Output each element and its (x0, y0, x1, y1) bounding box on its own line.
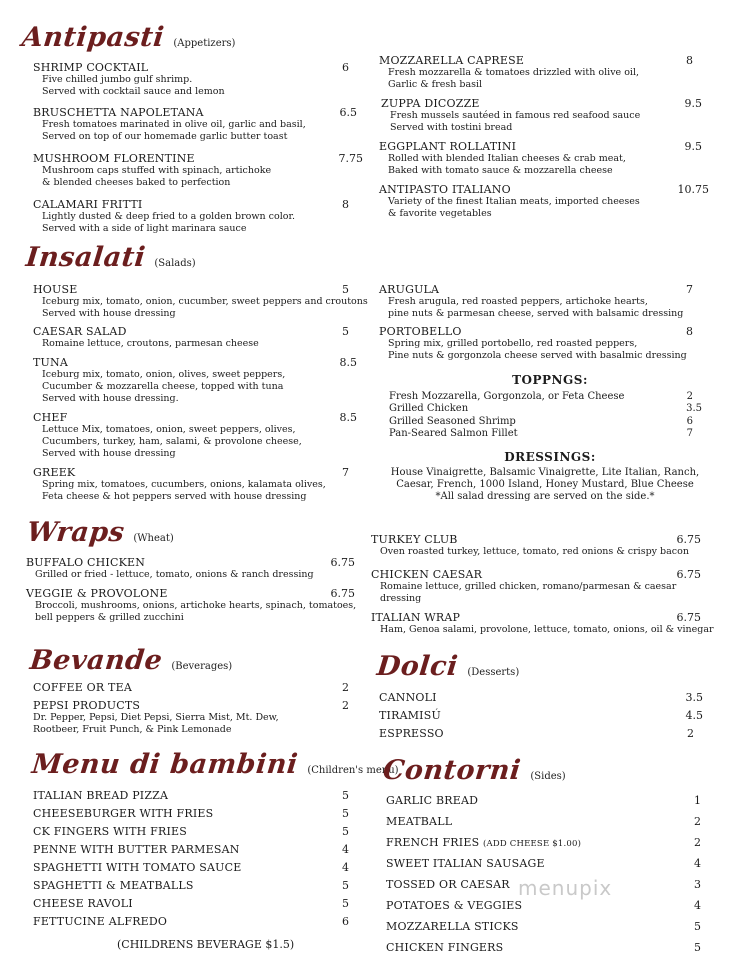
menu-item (33, 861, 349, 874)
item-price: 8.5 (339, 411, 357, 424)
item-price: 6.75 (676, 611, 701, 624)
dressing-note: *All salad dressing are served on the side.* (435, 491, 655, 502)
wraps-subtitle: (Wheat) (133, 533, 175, 544)
item-price: 6.75 (676, 533, 701, 546)
item-price: 4 (694, 857, 701, 870)
menu-item (381, 97, 702, 134)
wraps-title: Wraps (25, 517, 127, 548)
item-name: CALAMARI FRITTI (33, 198, 143, 211)
item-desc: Romaine lettuce, croutons, parmesan cheese (42, 338, 259, 349)
item-desc: Mushroom caps stuffed with spinach, artichoke (42, 165, 272, 176)
topping-name: Pan-Seared Salmon Fillet (389, 428, 518, 439)
toppings-title: TOPPNGS: (512, 373, 588, 387)
menu-item (371, 611, 714, 636)
item-name: ARUGULA (379, 283, 440, 296)
item-price: 7.75 (338, 152, 363, 165)
item-desc: & favorite vegetables (388, 208, 492, 219)
dolci-subtitle: (Desserts) (467, 667, 520, 678)
menu-item (379, 54, 693, 91)
item-price: 4 (342, 861, 349, 874)
item-price: 2 (694, 815, 701, 828)
topping-price: 3.5 (686, 403, 702, 414)
item-name: FETTUCINE ALFREDO (33, 915, 168, 928)
item-name: BUFFALO CHICKEN (26, 556, 146, 569)
menu-item (386, 899, 701, 912)
menu-item (33, 825, 349, 838)
menu-item (33, 843, 349, 856)
antipasti-title: Antipasti (20, 22, 166, 53)
menu-item (386, 836, 701, 849)
item-name: ITALIAN WRAP (371, 611, 461, 624)
item-desc: Rootbeer, Fruit Punch, & Pink Lemonade (33, 724, 232, 735)
menu-item (33, 897, 349, 910)
item-name: PENNE WITH BUTTER PARMESAN (33, 843, 240, 856)
topping-price: 6 (686, 416, 693, 427)
dressings-title: DRESSINGS: (504, 450, 596, 464)
menu-item (371, 568, 701, 605)
menu-item (33, 681, 349, 694)
topping-name: Grilled Chicken (389, 403, 469, 414)
item-price: 8 (686, 325, 693, 338)
item-desc: Variety of the finest Italian meats, imported cheeses (388, 196, 640, 207)
wraps-heading (25, 517, 176, 548)
menu-item (379, 140, 702, 177)
item-price: 5 (342, 825, 349, 838)
topping-price: 7 (686, 428, 693, 439)
item-price: 9.5 (684, 140, 702, 153)
item-desc: Lightly dusted & deep fried to a golden brown color. (42, 211, 295, 222)
item-desc: Served with tostini bread (390, 122, 513, 133)
item-name: GREEK (33, 466, 76, 479)
item-desc: Garlic & fresh basil (388, 79, 483, 90)
dressing-line: House Vinaigrette, Balsamic Vinaigrette, Lite Italian, Ranch, (390, 467, 700, 478)
item-name: CAESAR SALAD (33, 325, 127, 338)
menu-item (33, 807, 349, 820)
menu-item (386, 794, 701, 807)
item-desc: Rolled with blended Italian cheeses & crab meat, (388, 153, 626, 164)
item-name: SPAGHETTI & MEATBALLS (33, 879, 194, 892)
contorni-subtitle: (Sides) (530, 771, 566, 782)
item-desc: & blended cheeses baked to perfection (42, 177, 231, 188)
item-desc: Romaine lettuce, grilled chicken, romano/parmesan & caesar (380, 581, 677, 592)
dolci-heading (375, 651, 521, 682)
item-price: 2 (342, 699, 349, 712)
item-price: 6.75 (330, 556, 355, 569)
contorni-title: Contorni (381, 755, 523, 786)
item-name: MOZZARELLA CAPRESE (379, 54, 525, 67)
item-desc: Served on top of our homemade garlic butter toast (42, 131, 288, 142)
item-name: CK FINGERS WITH FRIES (33, 825, 187, 838)
item-name: TURKEY CLUB (371, 533, 458, 546)
insalati-title: Insalati (24, 242, 148, 273)
item-desc: Oven roasted turkey, lettuce, tomato, red onions & crispy bacon (380, 546, 689, 557)
item-name: EGGPLANT ROLLATINI (379, 140, 517, 153)
item-price: 2 (687, 727, 694, 740)
item-name: BRUSCHETTA NAPOLETANA (33, 106, 204, 119)
dressings-list (380, 467, 710, 503)
item-name: PORTOBELLO (379, 325, 462, 338)
item-desc: Iceburg mix, tomato, onion, cucumber, sweet peppers and croutons (42, 296, 368, 307)
menu-item (379, 691, 703, 704)
bambini-subtitle: (Children's menu) (307, 765, 399, 776)
item-desc: Grilled or fried - lettuce, tomato, onions & ranch dressing (35, 569, 314, 580)
menupix-watermark: menupix (518, 876, 613, 900)
item-name: VEGGIE & PROVOLONE (26, 587, 168, 600)
menu-item (386, 941, 701, 954)
antipasti-heading (20, 22, 237, 53)
item-name: PEPSI PRODUCTS (33, 699, 141, 712)
bambini-title: Menu di bambini (30, 749, 300, 780)
item-desc: Dr. Pepper, Pepsi, Diet Pepsi, Sierra Mist, Mt. Dew, (33, 712, 279, 723)
dolci-title: Dolci (375, 651, 460, 682)
item-price: 6.75 (330, 587, 355, 600)
item-name: TUNA (33, 356, 68, 369)
menu-item (33, 411, 357, 460)
item-price: 5 (694, 941, 701, 954)
item-price: 8 (342, 198, 349, 211)
menu-item (33, 789, 349, 802)
item-price: 6 (342, 915, 349, 928)
item-desc: Fresh arugula, red roasted peppers, artichoke hearts, (388, 296, 648, 307)
menu-item (379, 283, 693, 320)
menu-item (26, 556, 355, 581)
item-price: 10.75 (677, 183, 709, 196)
item-name: COFFEE OR TEA (33, 681, 132, 694)
childrens-beverage-note: (CHILDRENS BEVERAGE $1.5) (117, 938, 295, 951)
item-price: 5 (342, 897, 349, 910)
item-price: 2 (694, 836, 701, 849)
item-desc: Five chilled jumbo gulf shrimp. (42, 74, 193, 85)
item-name: TIRAMISÚ (379, 709, 441, 722)
item-price: 5 (694, 920, 701, 933)
topping-price: 2 (686, 391, 693, 402)
insalati-subtitle: (Salads) (154, 258, 197, 269)
item-price: 7 (686, 283, 693, 296)
item-name: SWEET ITALIAN SAUSAGE (386, 857, 545, 870)
menu-item (386, 920, 701, 933)
menu-item (33, 915, 349, 928)
item-name: MUSHROOM FLORENTINE (33, 152, 195, 165)
item-name: MEATBALL (386, 815, 453, 828)
item-desc: Spring mix, tomatoes, cucumbers, onions, kalamata olives, (42, 479, 326, 490)
menu-item (386, 857, 701, 870)
menu-item (33, 106, 357, 143)
item-desc: Served with house dressing (42, 448, 176, 459)
item-price: 4.5 (685, 709, 703, 722)
menu-item (386, 815, 701, 828)
menu-item (33, 879, 349, 892)
item-desc: Ham, Genoa salami, provolone, lettuce, tomato, onions, oil & vinegar (380, 624, 714, 635)
item-price: 8 (686, 54, 693, 67)
item-price: 6.75 (676, 568, 701, 581)
menu-item (33, 699, 349, 736)
menu-item (379, 183, 709, 220)
item-price: 5 (342, 879, 349, 892)
item-desc: Lettuce Mix, tomatoes, onion, sweet peppers, olives, (42, 424, 296, 435)
menu-item (33, 198, 349, 235)
menu-item (33, 61, 349, 98)
menu-item (33, 356, 357, 405)
item-name: ITALIAN BREAD PIZZA (33, 789, 169, 802)
item-name: CHICKEN CAESAR (371, 568, 483, 581)
dressing-line: Caesar, French, 1000 Island, Honey Mustard, Blue Cheese (396, 479, 694, 490)
menu-item (33, 283, 368, 320)
menu-item (33, 325, 349, 350)
item-desc: Feta cheese & hot peppers served with house dressing (42, 491, 307, 502)
menu-item (26, 587, 355, 624)
antipasti-subtitle: (Appetizers) (173, 38, 236, 49)
item-name: ANTIPASTO ITALIANO (379, 183, 511, 196)
menu-item (371, 533, 701, 558)
item-price: 5 (342, 807, 349, 820)
item-name: ESPRESSO (379, 727, 444, 740)
item-name: CHICKEN FINGERS (386, 941, 504, 954)
item-name: GARLIC BREAD (386, 794, 479, 807)
item-price: 5 (342, 789, 349, 802)
item-price: 1 (694, 794, 701, 807)
item-desc: Served with cocktail sauce and lemon (42, 86, 225, 97)
item-price: 6.5 (339, 106, 357, 119)
item-name: CHEESEBURGER WITH FRIES (33, 807, 214, 820)
item-price: 4 (694, 899, 701, 912)
item-name: HOUSE (33, 283, 78, 296)
item-price: 3.5 (685, 691, 703, 704)
contorni-heading (381, 755, 567, 786)
item-price: 5 (342, 283, 349, 296)
item-name: CHEESE RAVOLI (33, 897, 133, 910)
item-extra: (ADD CHEESE $1.00) (483, 839, 582, 849)
bambini-heading (30, 749, 400, 780)
menu-item (379, 325, 693, 362)
item-desc: Broccoli, mushrooms, onions, artichoke hearts, spinach, tomatoes, (35, 600, 357, 611)
item-name: SPAGHETTI WITH TOMATO SAUCE (33, 861, 242, 874)
menu-item (33, 466, 349, 503)
bevande-title: Bevande (28, 645, 165, 676)
item-desc: bell peppers & grilled zucchini (35, 612, 184, 623)
item-price: 6 (342, 61, 349, 74)
bevande-subtitle: (Beverages) (171, 661, 233, 672)
item-name: MOZZARELLA STICKS (386, 920, 519, 933)
item-desc: Fresh mussels sautéed in famous red seafood sauce (390, 110, 641, 121)
item-price: 3 (694, 878, 701, 891)
item-price: 2 (342, 681, 349, 694)
item-price: 4 (342, 843, 349, 856)
item-name: ZUPPA DICOZZE (381, 97, 480, 110)
item-desc: Baked with tomato sauce & mozzarella cheese (388, 165, 613, 176)
topping-name: Grilled Seasoned Shrimp (389, 416, 516, 427)
item-desc: Spring mix, grilled portobello, red roasted peppers, (388, 338, 638, 349)
item-desc: Served with house dressing. (42, 393, 179, 404)
item-name: FRENCH FRIES (386, 836, 480, 849)
item-price: 9.5 (684, 97, 702, 110)
item-price: 7 (342, 466, 349, 479)
item-name: SHRIMP COCKTAIL (33, 61, 149, 74)
menu-item (379, 727, 694, 740)
menu-item (379, 709, 703, 722)
item-price: 8.5 (339, 356, 357, 369)
item-desc: Cucumbers, turkey, ham, salami, & provolone cheese, (42, 436, 302, 447)
item-desc: pine nuts & parmesan cheese, served with balsamic dressing (388, 308, 684, 319)
item-name: POTATOES & VEGGIES (386, 899, 523, 912)
item-desc: Pine nuts & gorgonzola cheese served with basalmic dressing (388, 350, 687, 361)
menu-item (33, 152, 363, 189)
insalati-heading (24, 242, 198, 273)
item-desc: Cucumber & mozzarella cheese, topped with tuna (42, 381, 284, 392)
topping-name: Fresh Mozzarella, Gorgonzola, or Feta Cheese (389, 391, 625, 402)
item-desc: dressing (380, 593, 422, 604)
bevande-heading (28, 645, 234, 676)
item-price: 5 (342, 325, 349, 338)
item-desc: Served with house dressing (42, 308, 176, 319)
item-name: TOSSED OR CAESAR (386, 878, 510, 891)
item-desc: Iceburg mix, tomato, onion, olives, sweet peppers, (42, 369, 286, 380)
item-desc: Served with a side of light marinara sauce (42, 223, 247, 234)
item-name: CANNOLI (379, 691, 437, 704)
item-desc: Fresh tomatoes marinated in olive oil, garlic and basil, (42, 119, 306, 130)
item-desc: Fresh mozzarella & tomatoes drizzled with olive oil, (388, 67, 640, 78)
item-name: CHEF (33, 411, 68, 424)
